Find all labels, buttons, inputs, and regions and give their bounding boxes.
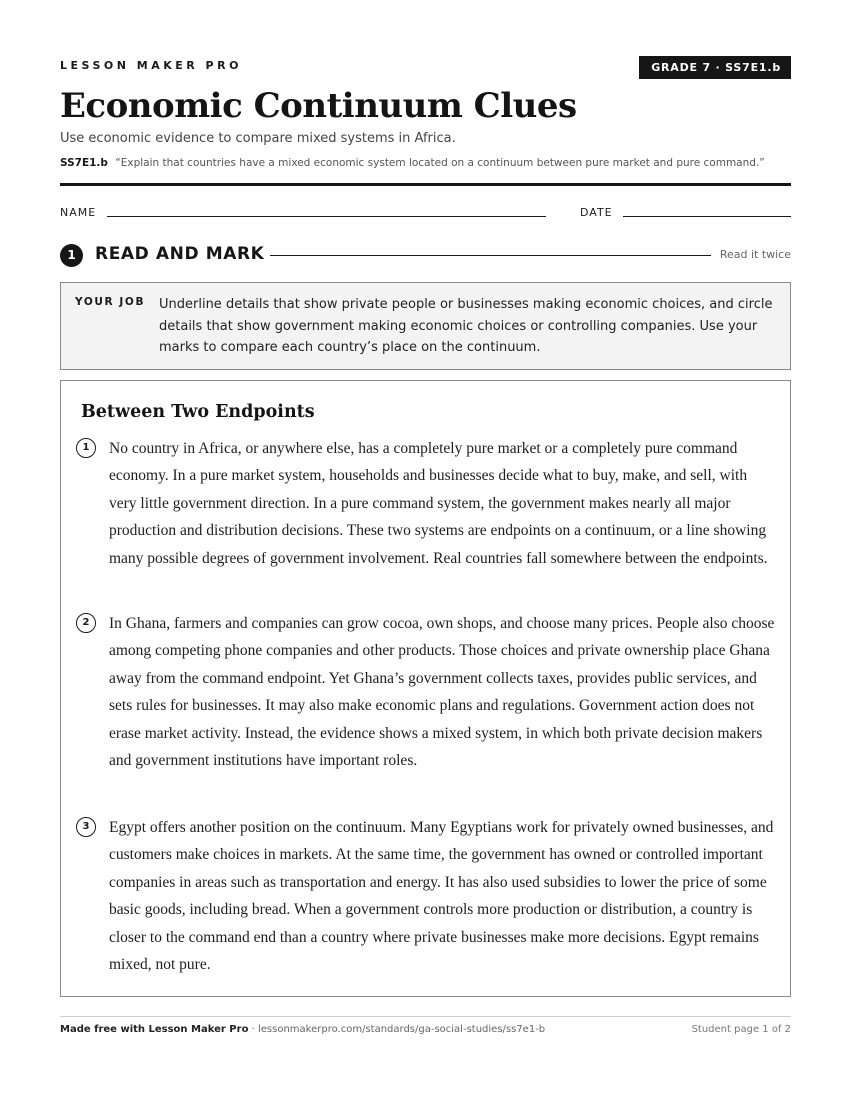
page-title: Economic Continuum Clues [60, 86, 577, 126]
page-number: Student page 1 of 2 [691, 1024, 791, 1035]
footer-url[interactable]: · lessonmakerpro.com/standards/ga-social-studies/ss7e1-b [248, 1024, 546, 1035]
header-divider [60, 183, 791, 186]
instructions-box [60, 282, 791, 370]
paragraph-text: In Ghana, farmers and companies can grow cocoa, own shops, and choose many prices. People also choose among competing phone companies and other products. Those choices and private ownership place Ghana away from the command endpoint. Yet Ghana’s government collects taxes, provides public services, and sets rules for businesses. It may also make economic plans and regulations. Government action does not erase market activity. Instead, the evidence shows a mixed system, in which both private decision makers and government institutions have important roles. [109, 615, 775, 770]
standard-code: SS7E1.b [60, 157, 108, 169]
footer-credit [60, 1024, 545, 1035]
paragraph-number: 2 [76, 613, 96, 633]
instructions-text: Underline details that show private people or businesses making economic choices, and circle details that show government making economic choices or controlling companies. Use your marks to compare each country’s place on the continuum. [159, 297, 773, 355]
footer-made-with: Made free with Lesson Maker Pro [60, 1024, 249, 1035]
brand-name: LESSON MAKER PRO [60, 59, 242, 72]
name-date-fields [60, 204, 791, 220]
name-label: NAME [60, 206, 97, 219]
page-subtitle: Use economic evidence to compare mixed systems in Africa. [60, 131, 456, 146]
reading-passage [60, 380, 791, 997]
section-title: READ AND MARK [95, 244, 265, 264]
paragraph-text: No country in Africa, or anywhere else, has a completely pure market or a completely pure command economy. In a pure market system, households and businesses decide what to buy, make, and sell, with very little government direction. In a pure command system, the government makes nearly all major production and distribution decisions. These two systems are endpoints on a continuum, or a line showing many possible degrees of government involvement. Real countries fall somewhere between the endpoints. [109, 440, 768, 567]
paragraph-text: Egypt offers another position on the continuum. Many Egyptians work for privately owned businesses, and customers make choices in markets. At the same time, the government has owned or controlled important companies in areas such as transportation and energy. It has also used subsidies to lower the price of some basic goods, including bread. When a government controls more production or distribution, a country is closer to the command end than a country where private businesses make more decisions. Egypt remains mixed, not pure. [109, 819, 774, 974]
paragraph-number: 3 [76, 817, 96, 837]
worksheet-page [60, 0, 791, 1100]
instructions-label: YOUR JOB [75, 296, 146, 308]
date-label: DATE [580, 206, 613, 219]
paragraph-number: 1 [76, 438, 96, 458]
footer-divider [60, 1016, 791, 1017]
name-field[interactable] [107, 216, 546, 217]
step-number-badge: 1 [60, 244, 83, 267]
standard-quote: “Explain that countries have a mixed economic system located on a continuum between pure market and pure command.” [115, 157, 765, 169]
section-rule [270, 255, 711, 256]
section-note: Read it twice [719, 248, 791, 261]
header-row [60, 56, 791, 80]
standard-line [60, 157, 765, 169]
reading-title: Between Two Endpoints [81, 402, 315, 422]
grade-standard-badge: GRADE 7 · SS7E1.b [639, 56, 791, 79]
section-heading [60, 243, 791, 269]
date-field[interactable] [623, 216, 791, 217]
